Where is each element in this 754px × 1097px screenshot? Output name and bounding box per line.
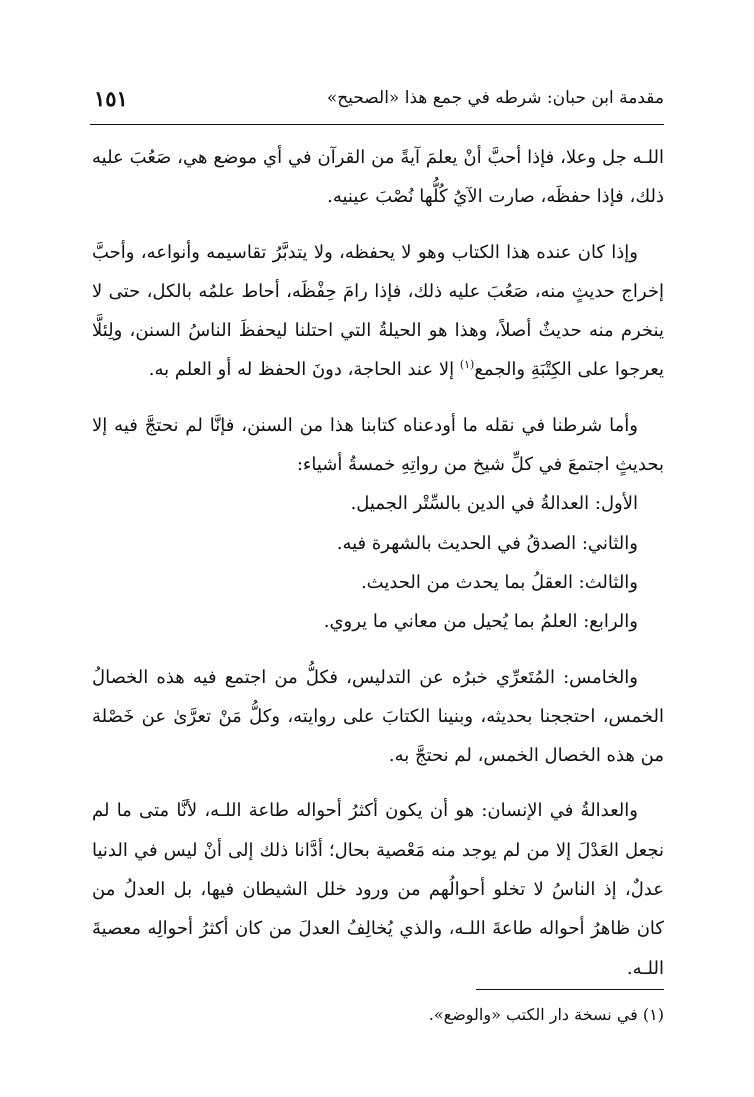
paragraph-4: والخامس: المُتَعرِّي خبرُه عن التدليس، فكلُّ من اجتمع فيه هذه الخصالُ الخمس، احتججنا بحديثه، وبنينا الكتابَ على روايته، وكلُّ مَنْ تعرَّىٰ عن خَصْلة من هذه الخصال الخمس، لم نحتجَّ به. <box>92 666 664 767</box>
condition-2: والثاني: الصدقُ في الحديث بالشهرة فيه. <box>336 532 638 554</box>
paragraph-3: وأما شرطنا في نقله ما أودعناه كتابنا هذا من السنن، فإنَّا لم نحتجَّ فيه إلا بحديثٍ اجتمعَ في كلِّ شيخ من رواتِهِ خمسةُ أشياء: <box>92 414 664 476</box>
footnote-rule <box>476 989 664 990</box>
footnote-marker: (١) <box>459 358 475 372</box>
paragraph-2-text: وإذا كان عنده هذا الكتاب وهو لا يحفظه، ولا يتدبَّرُ تقاسيمه وأنواعه، وأحبَّ إخراج حديثٍ منه، صَعُبَ عليه ذلك، فإذا رامَ حِفْظَه، أحاط علمُه بالكل، حتى لا ينخرم منه حديثٌ أصلاً، وهذا هو الحيلةُ التي احتلنا ليحفظَ الناسُ السنن، ولِئلَّا يعرجوا على الكِتْبَةِ والجمع <box>92 241 664 381</box>
page-header <box>90 86 664 120</box>
footnote: (١) في نسخة دار الكتب «والوضع». <box>428 1005 664 1024</box>
paragraph-2-tail: إلا عند الحاجة، دونَ الحفظ له أو العلم به. <box>148 359 460 381</box>
header-rule <box>90 124 664 125</box>
paragraph-5: والعدالةُ في الإنسان: هو أن يكون أكثرُ أحواله طاعة اللـه، لأنَّا متى ما لم نجعل العَدْلَ إلا من لم يوجد منه مَعْصية بحال؛ أدَّانا ذلك إلى أنْ ليس في الدنيا عدلٌ، إذ الناسُ لا تخلو أحوالُهم من ورود خلل الشيطان فيها، بل العدلُ من كان ظاهرُ أحواله طاعةَ اللـه، والذي يُخالِفُ العدلَ من كان أكثرُ أحوالِه معصيةَ اللـه. <box>92 800 664 979</box>
paragraph-2 <box>92 233 664 390</box>
paragraph-1: اللـه جل وعلا، فإذا أحبَّ أنْ يعلمَ آيةً من القرآن في أي موضع هي، صَعُبَ عليه ذلك، فإذا حفظَه، صارت الآيُ كُلُّها نُصْبَ عينيه. <box>92 147 665 208</box>
spacer <box>92 642 664 658</box>
condition-3: والثالث: العقلُ بما يحدث من الحديث. <box>360 571 638 593</box>
running-head: مقدمة ابن حبان: شرطه في جمع هذا «الصحيح» <box>326 88 664 108</box>
main-text <box>92 138 664 988</box>
spacer <box>92 775 664 791</box>
page-number: ١٥١ <box>94 86 128 111</box>
spacer <box>92 390 664 406</box>
spacer <box>92 217 664 233</box>
condition-4: والرابع: العلمُ بما يُحيل من معاني ما يروي. <box>323 611 638 633</box>
condition-1: الأول: العدالةُ في الدين بالسِّتْر الجميل. <box>350 493 638 515</box>
